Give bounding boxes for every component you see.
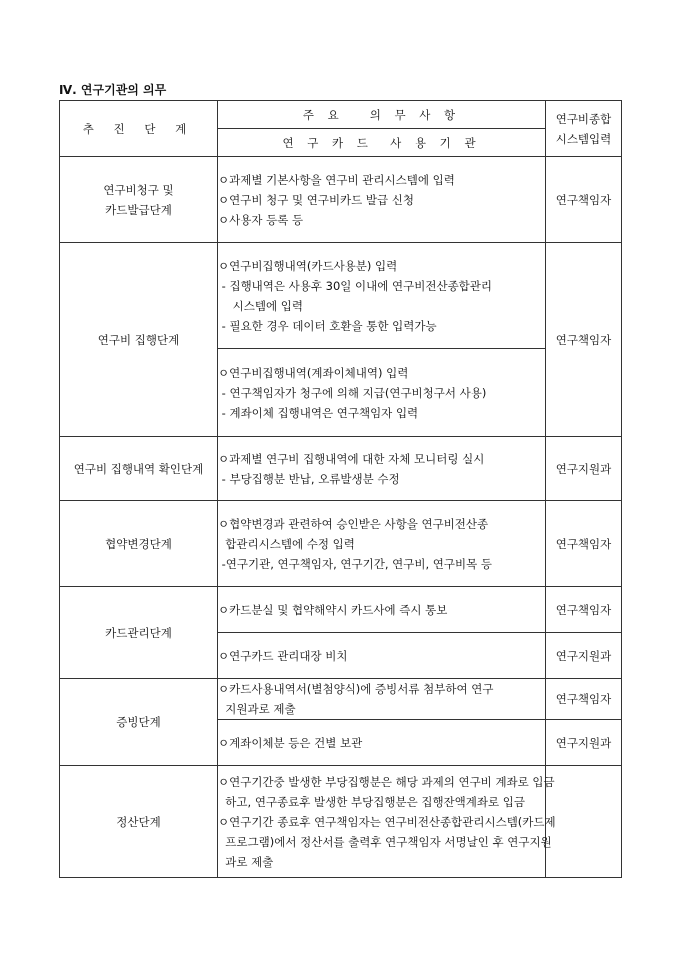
duty-line: 시스템에 입력 [218,298,303,313]
stage-cell [60,766,218,878]
table-row [60,587,622,633]
duty-cell [218,157,546,243]
table-row [60,243,622,349]
table-row [60,679,622,720]
duty-line: ㅇ과제별 연구비 집행내역에 대한 자체 모니터링 실시 [218,451,485,466]
role-cell [546,157,622,243]
role-cell [546,679,622,720]
duty-line: ㅇ계좌이체분 등은 건별 보관 [218,735,363,750]
stage-cell [60,243,218,437]
header-duties-sub [218,129,546,157]
header-stage-label: 추 진 단 계 [82,121,195,136]
duty-line: ㅇ카드사용내역서(별첨양식)에 증빙서류 첨부하여 연구 [218,682,494,696]
role-label: 연구지원과 [555,461,612,476]
role-cell [546,720,622,766]
duty-line: 과로 제출 [218,854,274,869]
role-cell [546,587,622,633]
role-cell [546,243,622,437]
duty-line: ㅇ협약변경과 관련하여 승인받은 사항을 연구비전산종 [218,516,489,531]
duty-cell [218,720,546,766]
duty-cell [218,587,546,633]
stage-label: 카드발급단계 [105,202,172,217]
header-duties-label: 주 요 의 무 사 항 [302,107,461,122]
role-cell [546,437,622,501]
stage-label: 연구비청구 및 [103,182,174,197]
duty-cell [218,243,546,349]
stage-cell [60,437,218,501]
duty-cell [218,349,546,437]
header-system-input-line: 시스템입력 [555,131,612,146]
duty-line: ㅇ연구기간중 발생한 부당집행분은 해당 과제의 연구비 계좌로 입금 [218,774,555,789]
duty-line: - 연구책임자가 청구에 의해 지급(연구비청구서 사용) [218,385,487,400]
role-label: 연구지원과 [555,648,612,663]
duty-line: ㅇ사용자 등록 등 [218,212,304,227]
duty-line: 지원과로 제출 [218,702,296,716]
duty-line: ㅇ연구비집행내역(계좌이체내역) 입력 [218,365,409,380]
duty-line: ㅇ카드분실 및 협약해약시 카드사에 즉시 통보 [218,602,448,617]
duty-line: - 필요한 경우 데이터 호환을 통한 입력가능 [218,318,437,333]
table-row [60,501,622,587]
duties-table [59,100,622,878]
duty-line: 프로그램)에서 정산서를 출력후 연구책임자 서명날인 후 연구지원 [218,834,552,849]
duty-line: ㅇ연구비 청구 및 연구비카드 발급 신청 [218,192,415,207]
header-duties-sub-label: 연 구 카 드 사 용 기 관 [282,135,481,150]
stage-cell [60,501,218,587]
stage-label: 협약변경단계 [105,536,172,551]
duty-cell [218,501,546,587]
duty-line: ㅇ연구비집행내역(카드사용분) 입력 [218,258,398,273]
stage-label: 연구비 집행단계 [97,332,180,347]
role-label: 연구책임자 [555,602,612,617]
header-system-input [546,101,622,157]
duty-line: -연구기관, 연구책임자, 연구기간, 연구비, 연구비목 등 [218,556,492,571]
header-row-1 [60,101,622,129]
role-cell [546,501,622,587]
duty-line: - 계좌이체 집행내역은 연구책임자 입력 [218,405,419,420]
stage-label: 정산단계 [116,814,161,829]
role-label: 연구지원과 [555,735,612,750]
table-row [60,437,622,501]
duty-line: 하고, 연구종료후 발생한 부당집행분은 집행잔액계좌로 입금 [218,794,525,809]
role-label: 연구책임자 [555,536,612,551]
header-system-input-line: 연구비종합 [555,111,612,126]
duty-line: - 부당집행분 반납, 오류발생분 수정 [218,471,400,486]
section-title: Ⅳ. 연구기관의 의무 [59,83,167,97]
duty-line: ㅇ연구카드 관리대장 비치 [218,648,348,663]
duty-cell [218,679,546,720]
duty-line: ㅇ과제별 기본사항을 연구비 관리시스템에 입력 [218,172,455,187]
role-cell [546,633,622,679]
stage-cell [60,157,218,243]
role-label: 연구책임자 [555,692,612,706]
stage-cell [60,587,218,679]
table-row [60,766,622,878]
role-label: 연구책임자 [555,332,612,347]
header-stage [60,101,218,157]
role-label: 연구책임자 [555,192,612,207]
stage-label: 연구비 집행내역 확인단계 [73,461,204,476]
duty-line: ㅇ연구기간 종료후 연구책임자는 연구비전산종합관리시스템(카드제 [218,814,556,829]
duty-line: - 집행내역은 사용후 30일 이내에 연구비전산종합관리 [218,278,493,293]
duty-cell [218,437,546,501]
stage-label: 증빙단계 [116,715,161,729]
duty-line: 합관리시스템에 수정 입력 [218,536,355,551]
stage-label: 카드관리단계 [105,625,172,640]
table-row [60,157,622,243]
header-duties [218,101,546,129]
role-cell [546,766,622,878]
duty-cell [218,633,546,679]
stage-cell [60,679,218,766]
duty-cell [218,766,556,878]
